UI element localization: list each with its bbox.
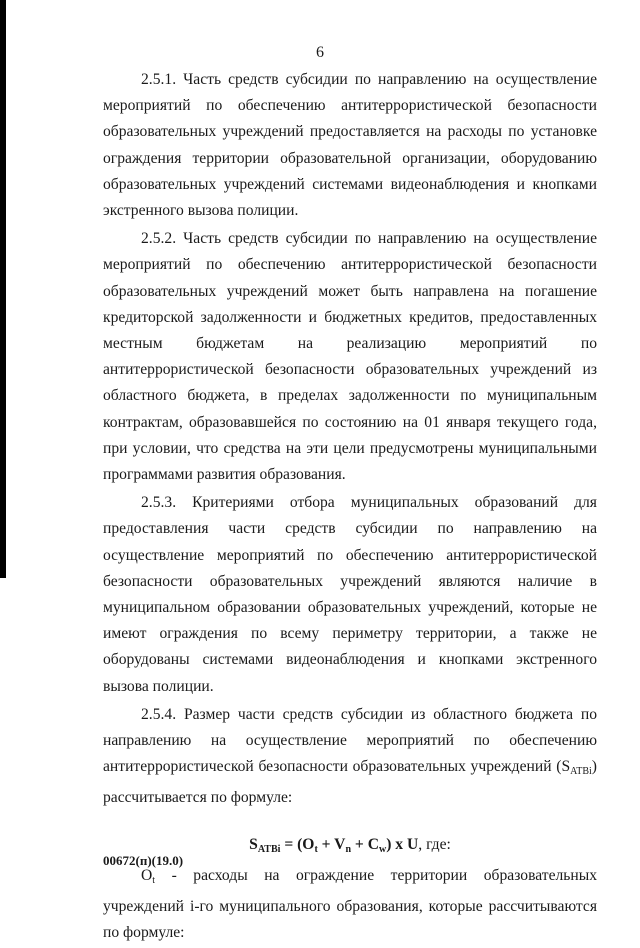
definition-o: O [141,866,153,884]
definition-text: - расходы на ограждение территории образовательных учреждений i-го муниципального образования, которые рассчитываются по формуле: [103,866,597,942]
page-number: 6 [316,44,324,61]
paragraph-2-5-4-tail: ) рассчитывается по формуле: [103,758,597,807]
document-body [103,67,597,948]
paragraph-2-5-4-subscript: ATBi [570,766,592,778]
formula-s-sub: ATBi [257,843,281,855]
paragraph-2-5-3: 2.5.3. Критериями отбора муниципальных образований для предоставления части средств субсидии по направлению на осуществление мероприятий по обеспечению антитеррористической безопасности образовательных учреждений являются наличие в муниципальном образовании образовательных учреждений, которые не имеют ограждения по всему периметру территории, а также не оборудованы системами видеонаблюдения и кнопками экстренного вызова полиции. [103,494,597,695]
formula-s: S [249,835,258,853]
formula-c: + C [351,835,379,853]
scan-edge-bar [0,0,6,578]
paragraph-2-5-2: 2.5.2. Часть средств субсидии по направлению на осуществление мероприятий по обеспечению антитеррористической безопасности образовательных учреждений может быть направлена на погашение кредиторской задолженности и бюджетных кредитов, предоставленных местным бюджетам на реализацию мероприятий по антитеррористической безопасности образовательных учреждений из областного бюджета, в пределах задолженности по муниципальным контрактам, образовавшейся по состоянию на 01 января текущего года, при условии, что средства на эти цели предусмотрены муниципальными программами развития образования. [103,230,597,484]
formula-u: ) x U [386,835,419,853]
definition-o-sub: t [152,874,156,886]
paragraph-2-5-4 [103,702,597,812]
formula-tail: , где: [418,835,451,853]
paragraph-2-5-4-text: 2.5.4. Размер части средств субсидии из областного бюджета по направлению на осуществление мероприятий по обеспечению антитеррористической безопасности образовательных учреждений (S [103,705,597,776]
definition-ot [103,863,597,947]
formula-v-sub: n [345,843,352,855]
formula-o-sub: t [314,843,318,855]
formula-c-sub: w [378,843,387,855]
formula-o: = (O [280,835,315,853]
formula-v: + V [317,835,346,853]
paragraph-2-5-1: 2.5.1. Часть средств субсидии по направлению на осуществление мероприятий по обеспечению антитеррористической безопасности образовательных учреждений предоставляется на расходы по установке ограждения территории образовательной организации, оборудованию образовательных учреждений системами видеонаблюдения и кнопками экстренного вызова полиции. [103,71,597,220]
document-code: 00672(п)(19.0) [103,853,184,868]
